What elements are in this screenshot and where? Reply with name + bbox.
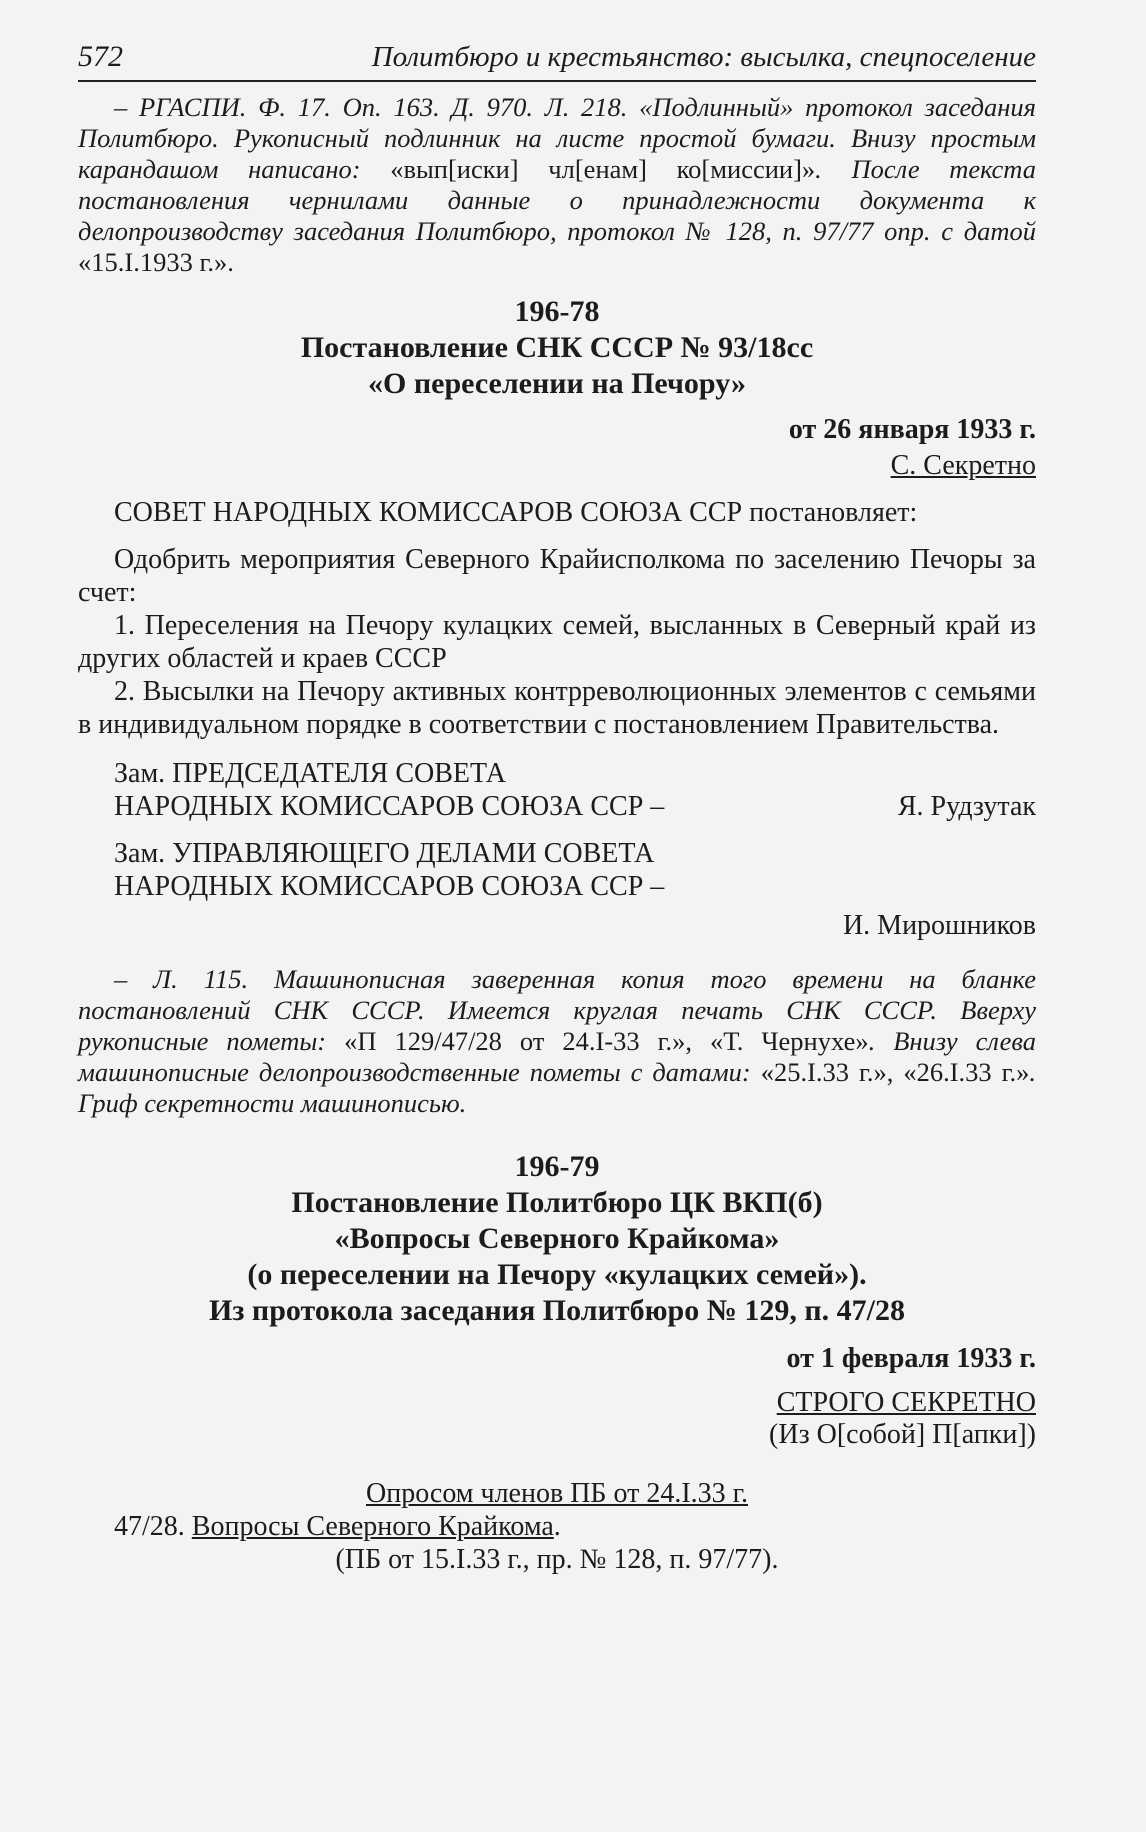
running-header	[78, 40, 1036, 82]
document-title-subtitle: (о переселении на Печору «кулацких семей»).	[247, 1258, 867, 1291]
document-title-subtitle: «О переселении на Печору»	[368, 367, 746, 400]
archival-note-1: – РГАСПИ. Ф. 17. Оп. 163. Д. 970. Л. 218. «Подлинный» протокол заседания Политбюро. Рукописный подлинник на листе простой бумаги. Внизу простым карандашом написано: «вып[иски] чл[енам] ко[миссии]». После текста постановления чернилами данные о принадлежности документа к делопроизводству заседания Политбюро, протокол № 128, п. 97/77 опр. с датой «15.I.1933 г.».	[78, 92, 1037, 277]
document-title: Постановление СНК СССР № 93/18сс	[300, 331, 814, 364]
document-heading-196-79	[78, 1149, 1036, 1329]
protocol-item: 47/28. Вопросы Северного Крайкома.	[114, 1511, 561, 1542]
signer-title: Зам. ПРЕДСЕДАТЕЛЯ СОВЕТА	[114, 758, 506, 789]
page-number: 572	[78, 40, 123, 73]
protocol-reference: (ПБ от 15.I.33 г., пр. № 128, п. 97/77).	[335, 1544, 779, 1575]
signature-block-2	[78, 837, 1036, 942]
list-item: 2. Высылки на Печору активных контрреволюционных элементов с семьями в индивидуальном порядке в соответствии с постановлением Правительства.	[78, 676, 1036, 740]
document-title-subtitle: «Вопросы Северного Крайкома»	[334, 1222, 780, 1255]
document-heading-196-78	[78, 294, 1036, 402]
list-item: 1. Переселения на Печору кулацких семей, высланных в Северный край из других областей и краев СССР	[78, 610, 1036, 674]
document-number: 196-79	[514, 1150, 600, 1183]
document-date: от 1 февраля 1933 г.	[786, 1343, 1036, 1374]
signer-name: И. Мирошников	[842, 910, 1036, 941]
document-number: 196-78	[514, 295, 600, 328]
secrecy-stamp: С. Секретно	[890, 450, 1036, 481]
signer-title: НАРОДНЫХ КОМИССАРОВ СОЮЗА ССР –	[114, 871, 665, 902]
document-title: Постановление Политбюро ЦК ВКП(б)	[291, 1186, 823, 1219]
running-title: Политбюро и крестьянство: высылка, спецпоселение	[371, 41, 1036, 73]
signer-title: Зам. УПРАВЛЯЮЩЕГО ДЕЛАМИ СОВЕТА	[114, 838, 655, 869]
signature-block-1	[78, 757, 1036, 823]
poll-line: Опросом членов ПБ от 24.I.33 г.	[365, 1478, 749, 1509]
signer-name: Я. Рудзутак	[897, 791, 1036, 822]
secrecy-stamp: СТРОГО СЕКРЕТНО (Из О[собой] П[апки])	[78, 1387, 1036, 1451]
signer-title: НАРОДНЫХ КОМИССАРОВ СОЮЗА ССР –	[114, 791, 665, 822]
document-date: от 26 января 1933 г.	[788, 414, 1036, 445]
body-intro: Одобрить мероприятия Северного Крайисполкома по заселению Печоры за счет:	[78, 544, 1036, 608]
special-folder-note: (Из О[собой] П[апки])	[769, 1419, 1036, 1450]
opening-paragraph: СОВЕТ НАРОДНЫХ КОМИССАРОВ СОЮЗА ССР постановляет:	[114, 497, 918, 528]
document-title-subtitle: Из протокола заседания Политбюро № 129, п. 47/28	[209, 1294, 905, 1327]
archival-note-2: – Л. 115. Машинописная заверенная копия того времени на бланке постановлений СНК СССР. Имеется круглая печать СНК СССР. Вверху рукописные пометы: «П 129/47/28 от 24.I-33 г.», «Т. Чернухе». Внизу слева машинописные делопроизводственные пометы с датами: «25.I.33 г.», «26.I.33 г.». Гриф секретности машинописью.	[78, 964, 1036, 1118]
